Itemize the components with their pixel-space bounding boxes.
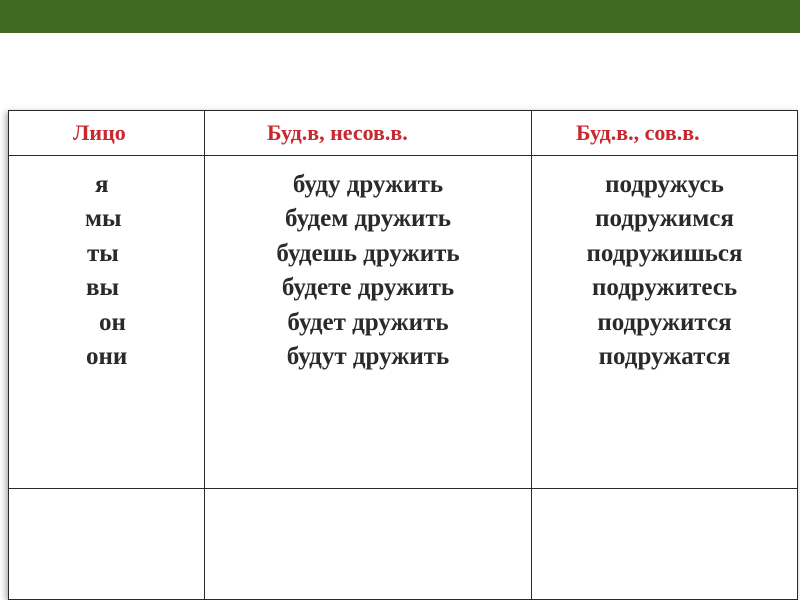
table-header-row xyxy=(9,111,798,156)
conjugation-table xyxy=(8,110,798,600)
imperfective-cell xyxy=(205,156,532,489)
empty-cell xyxy=(205,489,532,600)
verb-form: подружишься xyxy=(586,239,743,267)
verb-form: будем дружить xyxy=(285,205,451,233)
table-row xyxy=(9,156,798,489)
empty-cell xyxy=(532,489,798,600)
header-future-imperfective: Буд.в, несов.в. xyxy=(205,111,532,156)
verb-form: подружатся xyxy=(598,343,731,371)
perfective-cell xyxy=(532,156,798,489)
header-person: Лицо xyxy=(9,111,205,156)
empty-table-row xyxy=(9,489,798,600)
empty-cell xyxy=(9,489,205,600)
pronoun: вы xyxy=(86,274,120,302)
pronoun: я xyxy=(95,171,109,198)
verb-form: подружитесь xyxy=(591,274,738,302)
verb-form: будут дружить xyxy=(286,343,450,371)
verb-form: будет дружить xyxy=(287,308,449,336)
pronoun: он xyxy=(99,308,126,336)
verb-form: буду дружить xyxy=(292,171,444,198)
verb-form: подружусь xyxy=(605,171,724,198)
verb-form: будешь дружить xyxy=(276,239,460,267)
verb-form: подружимся xyxy=(595,205,734,233)
verb-form: подружится xyxy=(597,308,732,336)
pronoun: они xyxy=(86,343,128,371)
verb-form: будете дружить xyxy=(281,274,455,302)
pronoun: мы xyxy=(85,205,122,233)
pronoun: ты xyxy=(87,239,119,267)
header-future-perfective: Буд.в., сов.в. xyxy=(532,111,798,156)
person-cell xyxy=(9,156,205,489)
top-bar xyxy=(0,0,800,33)
